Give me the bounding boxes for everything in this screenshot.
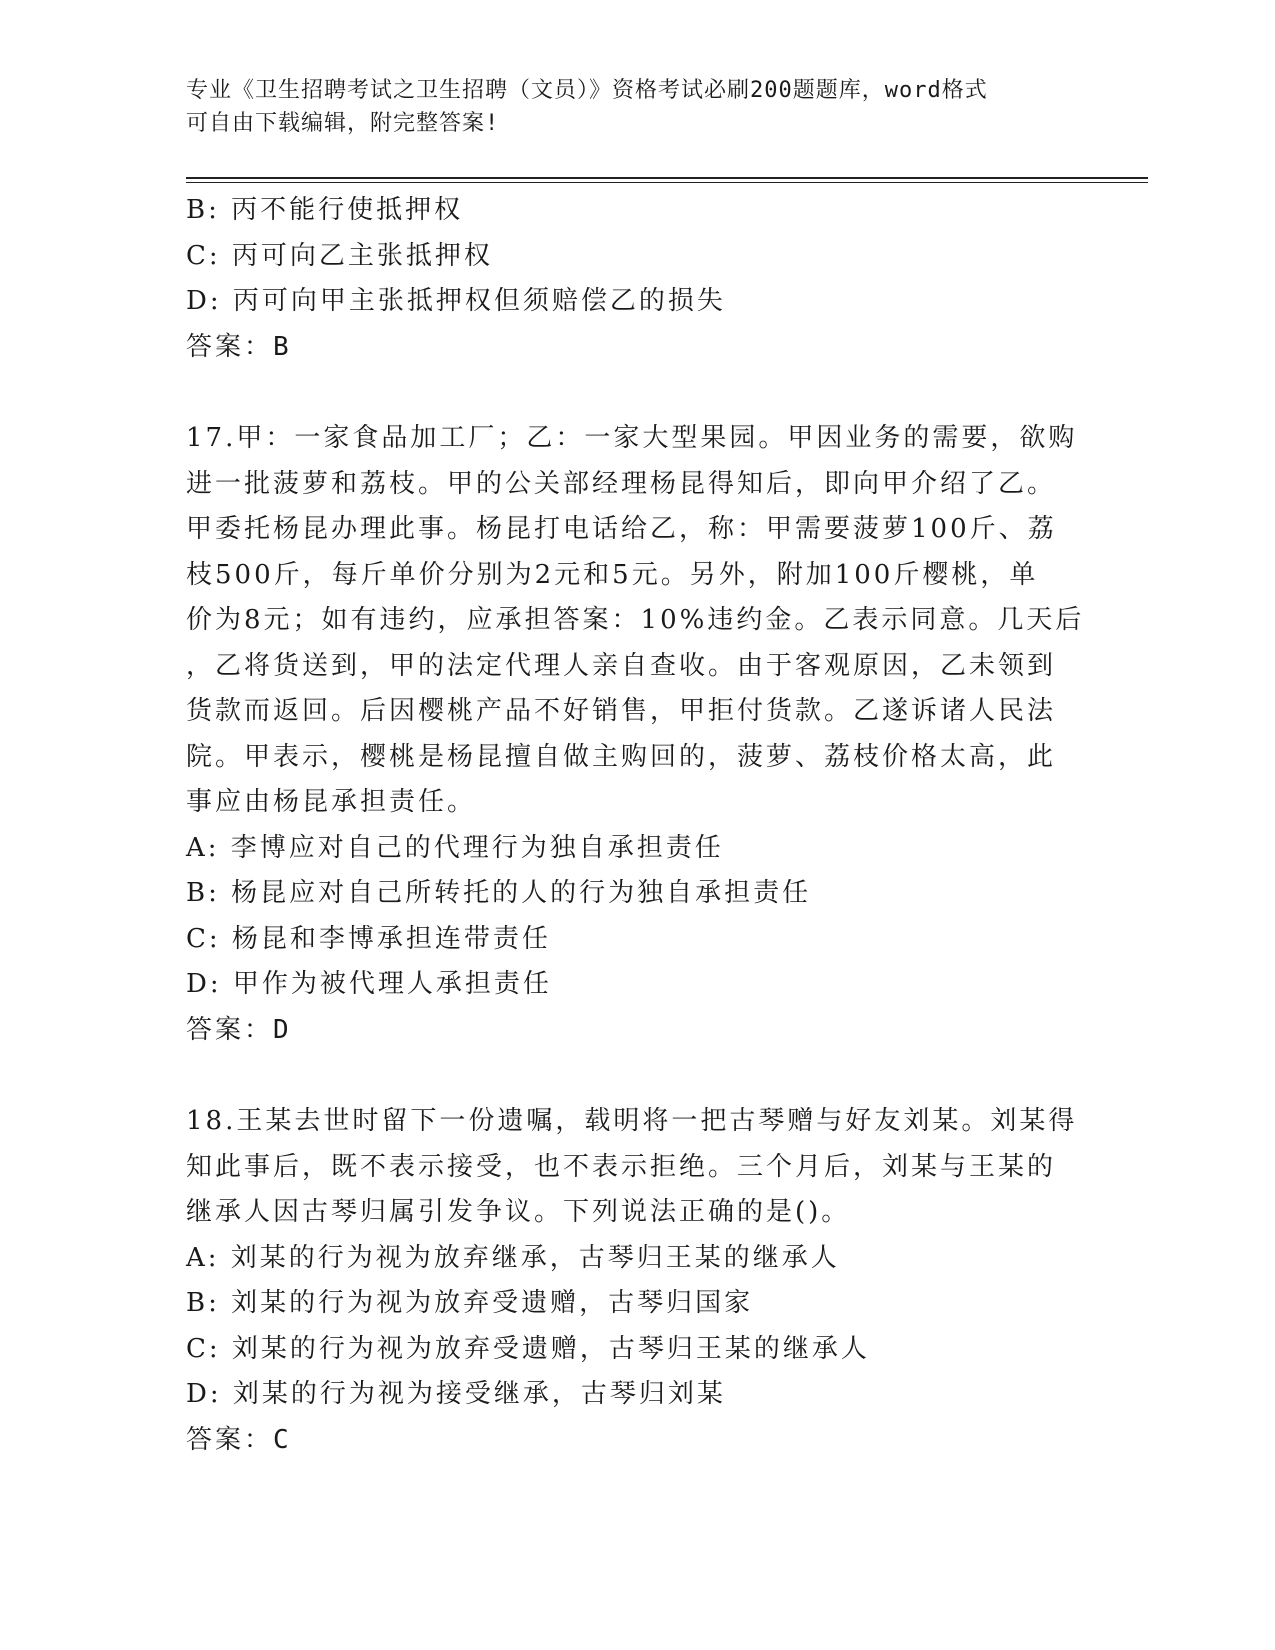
question-stem-line: 甲委托杨昆办理此事。杨昆打电话给乙，称：甲需要菠萝100斤、荔 (186, 514, 1057, 544)
question-18 (186, 1099, 1076, 1463)
question-stem-line: 货款而返回。后因樱桃产品不好销售，甲拒付货款。乙遂诉诸人民法 (186, 696, 1057, 726)
header-divider-thick (186, 177, 1148, 179)
question-stem-line: 价为8元；如有违约，应承担答案：10%违约金。乙表示同意。几天后 (186, 605, 1085, 635)
answer-line (186, 325, 1076, 371)
option-b: B: 丙不能行使抵押权 (186, 195, 464, 225)
option-c: C: 刘某的行为视为放弃受遗赠，古琴归王某的继承人 (186, 1333, 870, 1364)
answer-label: 答案： (186, 1014, 274, 1045)
answer-label: 答案： (186, 331, 274, 362)
question-stem-line: 事应由杨昆承担责任。 (186, 787, 477, 817)
option-c: C: 杨昆和李博承担连带责任 (186, 923, 551, 954)
answer-line (186, 1008, 1076, 1054)
header-line-2: 可自由下载编辑，附完整答案! (186, 111, 500, 136)
question-stem-line: 进一批菠萝和荔枝。甲的公关部经理杨昆得知后，即向甲介绍了乙。 (186, 468, 1057, 499)
option-d: D: 甲作为被代理人承担责任 (186, 969, 552, 999)
question-stem-line: 17.甲：一家食品加工厂；乙：一家大型果园。甲因业务的需要，欲购 (186, 423, 1078, 453)
question-stem-line: 知此事后，既不表示接受，也不表示拒绝。三个月后，刘某与王某的 (186, 1151, 1057, 1182)
header-line-1: 专业《卫生招聘考试之卫生招聘（文员）》资格考试必刷200题题库，word格式 (186, 78, 988, 103)
document-header (186, 74, 1066, 140)
question-17 (186, 416, 1085, 1053)
option-c: C: 丙可向乙主张抵押权 (186, 240, 493, 271)
document-body (186, 188, 1085, 1463)
option-b: B: 杨昆应对自己所转托的人的行为独自承担责任 (186, 878, 812, 908)
question-gap (186, 370, 1076, 416)
answer-value: B (273, 331, 292, 362)
option-a: A: 李博应对自己的代理行为独自承担责任 (186, 832, 724, 863)
question-16 (186, 188, 1076, 370)
header-divider-thin (186, 182, 1148, 183)
question-gap (186, 1053, 1076, 1099)
question-stem-line: 院。甲表示，樱桃是杨昆擅自做主购回的，菠萝、荔枝价格太高，此 (186, 741, 1057, 772)
answer-label: 答案： (186, 1424, 274, 1455)
option-d: D: 丙可向甲主张抵押权但须赔偿乙的损失 (186, 286, 726, 316)
answer-line (186, 1418, 1076, 1464)
option-d: D: 刘某的行为视为接受继承，古琴归刘某 (186, 1379, 726, 1409)
question-stem-line: 枝500斤，每斤单价分别为2元和5元。另外，附加100斤樱桃，单 (186, 559, 1039, 590)
question-stem-line: 继承人因古琴归属引发争议。下列说法正确的是()。 (186, 1197, 851, 1227)
option-a: A: 刘某的行为视为放弃继承，古琴归王某的继承人 (186, 1242, 840, 1273)
question-stem-line: ，乙将货送到，甲的法定代理人亲自查收。由于客观原因，乙未领到 (186, 650, 1057, 681)
answer-value: C (273, 1424, 292, 1455)
option-b: B: 刘某的行为视为放弃受遗赠，古琴归国家 (186, 1288, 754, 1318)
question-stem-line: 18.王某去世时留下一份遗嘱，载明将一把古琴赠与好友刘某。刘某得 (186, 1106, 1078, 1136)
answer-value: D (273, 1014, 292, 1045)
